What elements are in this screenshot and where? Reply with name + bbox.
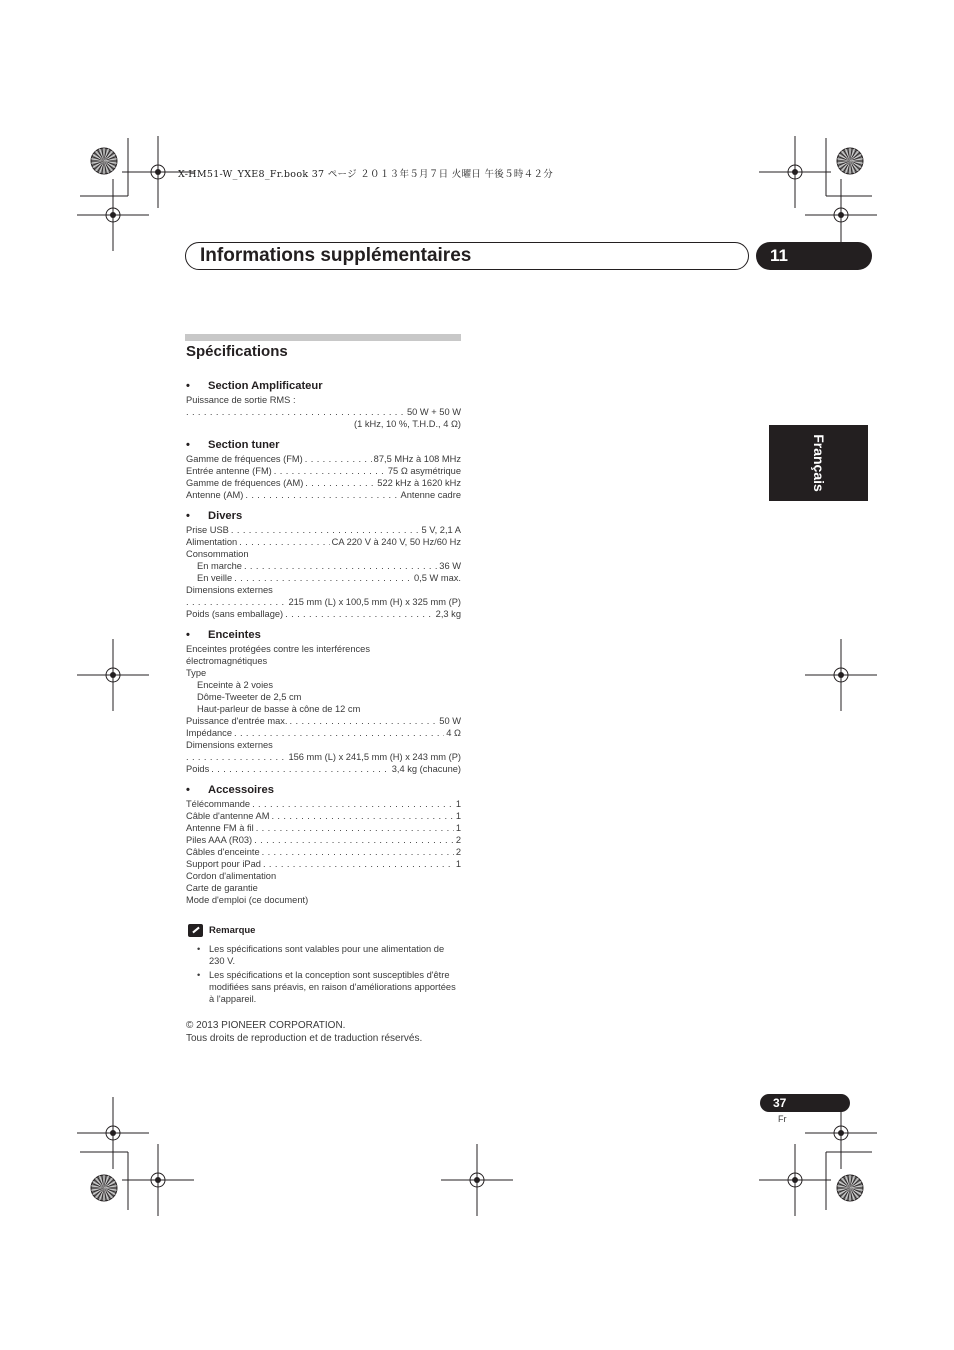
spec-row: En veille . . . 0,5 W max.	[186, 572, 461, 584]
registration-crosshair	[77, 1097, 149, 1169]
spec-row: Impédance . . . 4 Ω	[186, 727, 461, 739]
spec-row: Câble d'antenne AM . . . 1	[186, 810, 461, 822]
registration-target	[91, 1175, 117, 1201]
registration-target	[91, 148, 117, 174]
spec-row: . . . 156 mm (L) x 241,5 mm (H) x 243 mm (P)	[186, 751, 461, 763]
divers-heading: • Divers	[186, 510, 243, 522]
registration-crosshair	[759, 136, 831, 208]
registration-crosshair	[77, 639, 149, 711]
speaker-type-label: Type	[186, 668, 207, 678]
chapter-badge	[756, 242, 872, 270]
copyright-line-1: © 2013 PIONEER CORPORATION.	[186, 1020, 346, 1031]
spec-row: . . . 215 mm (L) x 100,5 mm (H) x 325 mm (P)	[186, 596, 461, 608]
spec-row: Piles AAA (R03) . . . 2	[186, 834, 461, 846]
language-code: Fr	[778, 1114, 787, 1124]
speaker-shield: Enceintes protégées contre les interférences	[186, 644, 370, 654]
dims-label: Dimensions externes	[186, 585, 273, 595]
speaker-type-1: Enceinte à 2 voies	[197, 680, 273, 690]
registration-crosshair	[805, 179, 877, 251]
speaker-shield-2: électromagnétiques	[186, 656, 268, 666]
accessory-extra: Cordon d'alimentation	[186, 871, 277, 881]
spec-row: Télécommande . . . 1	[186, 798, 461, 810]
amp-heading: • Section Amplificateur	[186, 380, 323, 392]
spec-row: Entrée antenne (FM) . . . 75 Ω asymétrique	[186, 465, 461, 477]
section-title: Spécifications	[186, 343, 288, 360]
copyright-line-2: Tous droits de reproduction et de traduction réservés.	[186, 1033, 423, 1044]
section-bar	[185, 334, 461, 341]
speaker-type-2: Dôme-Tweeter de 2,5 cm	[197, 692, 302, 702]
accessory-extra: Carte de garantie	[186, 883, 258, 893]
spec-row: Prise USB . . . 5 V, 2,1 A	[186, 524, 461, 536]
page-number: 37	[773, 1096, 787, 1110]
spec-row: Antenne (AM) . . . Antenne cadre	[186, 489, 461, 501]
registration-crosshair	[441, 1144, 513, 1216]
copyright	[186, 1019, 422, 1045]
book-header: X-HM51-W_YXE8_Fr.book 37 ページ ２０１３年５月７日 火曜日 午後５時４２分	[178, 169, 554, 180]
chapter-number: 11	[770, 246, 788, 265]
tuner-rows	[186, 453, 461, 501]
spec-row: Alimentation . . . CA 220 V à 240 V, 50 Hz/60 Hz	[186, 536, 461, 548]
amp-power-cond: (1 kHz, 10 %, T.H.D., 4 Ω)	[353, 419, 461, 429]
note-item: • Les spécifications sont valables pour une alimentation de 230 V.	[186, 943, 461, 967]
note-list	[186, 943, 461, 1005]
speaker-type-3: Haut-parleur de basse à cône de 12 cm	[197, 704, 361, 714]
accessories-heading: • Accessoires	[186, 784, 274, 796]
registration-crosshair	[805, 639, 877, 711]
spec-row: Gamme de fréquences (FM) . . . 87,5 MHz à 108 MHz	[186, 453, 461, 465]
speakers-heading: • Enceintes	[186, 629, 261, 641]
spec-row: Support pour iPad . . . 1	[186, 858, 461, 870]
spec-row: Poids (sans emballage) . . . 2,3 kg	[186, 608, 461, 620]
note-heading: Remarque	[186, 924, 461, 937]
specifications-content	[186, 371, 461, 1007]
language-tab-label: Français	[810, 434, 827, 492]
note-item: • Les spécifications et la conception sont susceptibles d'être modifiées sans préavis, en raison d'améliorations apportées à l'appareil.	[186, 969, 461, 1005]
registration-target	[837, 148, 863, 174]
amp-power-label: Puissance de sortie RMS :	[186, 395, 296, 405]
tuner-heading: • Section tuner	[186, 439, 280, 451]
note-pencil-icon	[188, 924, 203, 937]
amp-power-row: . . . 50 W + 50 W	[186, 406, 461, 418]
registration-target	[837, 1175, 863, 1201]
page-title: Informations supplémentaires	[200, 245, 472, 266]
spec-row: Poids . . . 3,4 kg (chacune)	[186, 763, 461, 775]
registration-crosshair	[77, 179, 149, 251]
registration-crosshair	[122, 1144, 194, 1216]
accessory-extra: Mode d'emploi (ce document)	[186, 895, 309, 905]
spec-row: Gamme de fréquences (AM) . . . 522 kHz à 1620 kHz	[186, 477, 461, 489]
speaker-dims-label: Dimensions externes	[186, 740, 273, 750]
consumption-label: Consommation	[186, 549, 249, 559]
spec-row: Puissance d'entrée max. . . . 50 W	[186, 715, 461, 727]
spec-row: Câbles d'enceinte . . . 2	[186, 846, 461, 858]
spec-row: Antenne FM à fil . . . 1	[186, 822, 461, 834]
registration-crosshair	[759, 1144, 831, 1216]
page-number-badge	[760, 1094, 850, 1112]
language-tab	[769, 425, 868, 501]
spec-row: En marche . . . 36 W	[186, 560, 461, 572]
